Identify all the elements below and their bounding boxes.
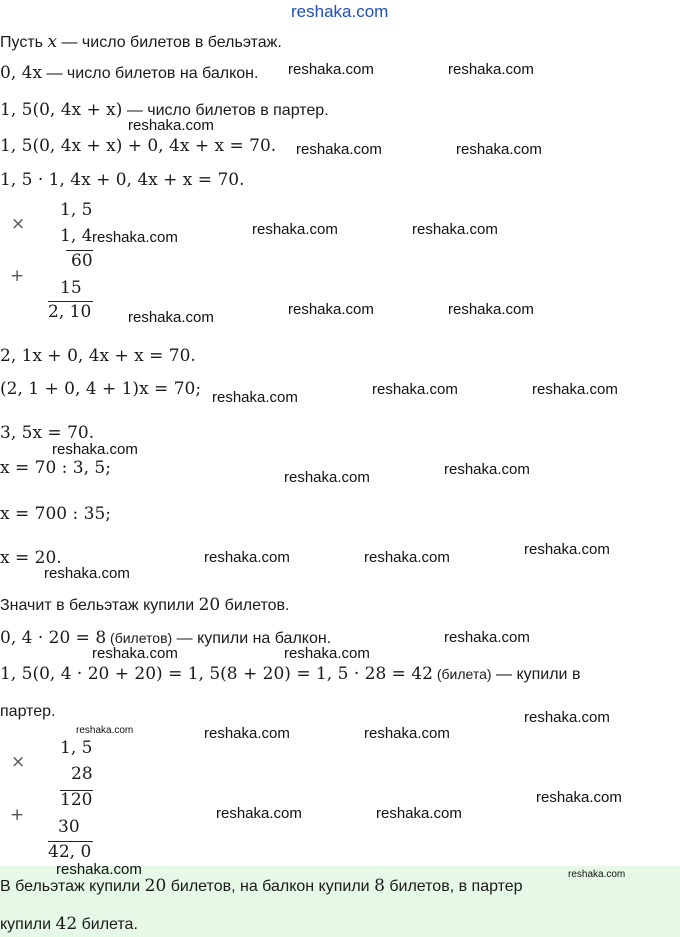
- watermark: reshaka.com: [128, 309, 214, 326]
- text-line-15: партер.: [0, 703, 56, 720]
- math-expression: 1, 5(0, 4x + x): [0, 100, 123, 120]
- watermark: reshaka.com: [128, 117, 214, 134]
- site-logo-text[interactable]: reshaka.com: [291, 2, 389, 21]
- watermark: reshaka.com: [364, 725, 450, 742]
- math-number: 42: [55, 914, 78, 934]
- text-segment: Значит в бельэтаж купили: [0, 597, 199, 614]
- text-segment: билетов, в партер: [384, 878, 523, 895]
- equation-line-4: 1, 5(0, 4x + x) + 0, 4x + x = 70.: [0, 136, 277, 156]
- partial-product-1: 60: [71, 251, 93, 271]
- text-segment: — число билетов в партер.: [122, 102, 329, 119]
- math-number: 20: [198, 595, 221, 615]
- text-segment: билета.: [77, 916, 138, 933]
- text-segment: — купили в: [491, 666, 581, 683]
- text-segment: билетов, на балкон купили: [166, 878, 375, 895]
- watermark: reshaka.com: [444, 629, 530, 646]
- watermark: reshaka.com: [92, 229, 178, 246]
- watermark: reshaka.com: [216, 805, 302, 822]
- equation-line-8: 3, 5x = 70.: [0, 423, 95, 443]
- partial-product-2: 30: [58, 817, 80, 837]
- watermark: reshaka.com: [44, 565, 130, 582]
- watermark: reshaka.com: [284, 469, 370, 486]
- product-result: 2, 10: [48, 302, 92, 322]
- watermark: reshaka.com: [52, 441, 138, 458]
- watermark: reshaka.com: [56, 861, 142, 878]
- math-var: x: [47, 32, 58, 52]
- multiplicand: 1, 5: [60, 200, 93, 220]
- watermark: reshaka.com: [204, 725, 290, 742]
- equation-line-6: 2, 1x + 0, 4x + x = 70.: [0, 346, 196, 366]
- watermark: reshaka.com: [204, 549, 290, 566]
- text-line-1: [0, 32, 282, 52]
- watermark: reshaka.com: [444, 461, 530, 478]
- text-segment: Пусть: [0, 34, 48, 51]
- equation-line-9: x = 70 : 3, 5;: [0, 458, 111, 478]
- text-line-14: [0, 664, 580, 684]
- math-expression: 1, 5(0, 4 · 20 + 20) = 1, 5(8 + 20) = 1, 5 · 28 = 42: [0, 664, 433, 684]
- watermark: reshaka.com: [92, 645, 178, 662]
- partial-product-1: 120: [60, 790, 93, 810]
- partial-product-2: 15: [60, 278, 82, 298]
- math-expression: 0, 4 · 20 = 8: [0, 628, 107, 648]
- watermark: reshaka.com: [372, 381, 458, 398]
- watermark: reshaka.com: [284, 645, 370, 662]
- watermark: reshaka.com: [252, 221, 338, 238]
- answer-line-1: [0, 876, 523, 896]
- plus-sign: +: [10, 805, 25, 825]
- text-segment: — купили на балкон.: [172, 630, 332, 647]
- equation-line-11: x = 20.: [0, 548, 62, 568]
- text-line-2: [0, 63, 258, 83]
- times-sign: ×: [11, 214, 26, 234]
- watermark: reshaka.com: [532, 381, 618, 398]
- watermark: reshaka.com: [448, 61, 534, 78]
- unit-note: (билета): [432, 666, 492, 682]
- watermark: reshaka.com: [448, 301, 534, 318]
- math-number: 8: [374, 876, 385, 896]
- watermark: reshaka.com: [524, 541, 610, 558]
- times-sign: ×: [11, 752, 26, 772]
- watermark: reshaka.com: [76, 725, 134, 736]
- equation-line-7: (2, 1 + 0, 4 + 1)x = 70;: [0, 379, 202, 399]
- watermark: reshaka.com: [524, 709, 610, 726]
- watermark: reshaka.com: [364, 549, 450, 566]
- text-segment: — число билетов в бельэтаж.: [57, 34, 282, 51]
- plus-sign: +: [10, 266, 25, 286]
- answer-line-2: [0, 914, 138, 934]
- math-number: 20: [144, 876, 167, 896]
- text-segment: В бельэтаж купили: [0, 878, 145, 895]
- text-segment: билетов.: [220, 597, 290, 614]
- text-segment: купили: [0, 916, 56, 933]
- multiplier: 28: [71, 764, 93, 784]
- watermark: reshaka.com: [288, 301, 374, 318]
- watermark: reshaka.com: [288, 61, 374, 78]
- watermark: reshaka.com: [296, 141, 382, 158]
- watermark: reshaka.com: [536, 789, 622, 806]
- multiplicand: 1, 5: [60, 738, 93, 758]
- math-expression: 0, 4x: [0, 63, 43, 83]
- watermark: reshaka.com: [412, 221, 498, 238]
- equation-line-5: 1, 5 · 1, 4x + 0, 4x + x = 70.: [0, 170, 245, 190]
- product-result: 42, 0: [48, 842, 92, 862]
- equation-line-10: x = 700 : 35;: [0, 504, 111, 524]
- watermark: reshaka.com: [568, 869, 626, 880]
- text-segment: — число билетов на балкон.: [42, 65, 259, 82]
- watermark: reshaka.com: [376, 805, 462, 822]
- unit-note: (билетов): [106, 630, 173, 646]
- watermark: reshaka.com: [212, 389, 298, 406]
- multiplier: 1, 4: [60, 226, 93, 246]
- watermark: reshaka.com: [456, 141, 542, 158]
- text-line-12: [0, 595, 289, 615]
